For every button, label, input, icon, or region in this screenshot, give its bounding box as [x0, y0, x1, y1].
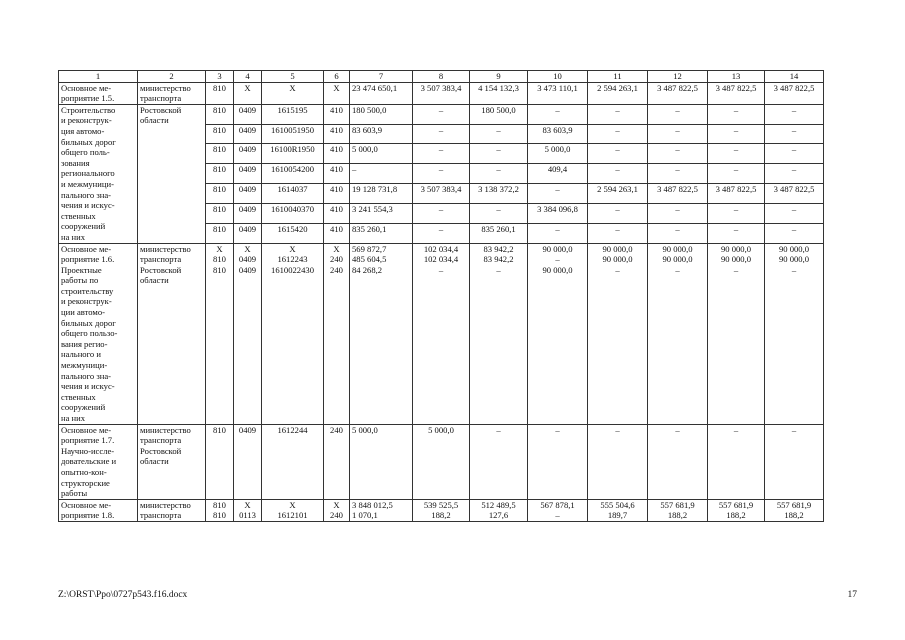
- cell-value: 102 034,4: [423, 243, 459, 254]
- cell-value: 810: [213, 424, 226, 435]
- table-cell: [588, 499, 648, 521]
- table-cell: [206, 243, 234, 424]
- text-line: Строительство: [61, 104, 116, 115]
- table-cell: [470, 424, 528, 499]
- table-cell: 0409: [234, 184, 262, 204]
- cell-value: X: [216, 243, 223, 254]
- table-cell: –: [413, 223, 470, 243]
- table-cell: 810: [206, 184, 234, 204]
- table-cell: 410: [324, 124, 350, 144]
- cell-value: 83 942,2: [483, 254, 514, 265]
- cell-value: –: [733, 424, 739, 435]
- table-cell: –: [765, 144, 824, 164]
- text-line: транспорта: [140, 93, 182, 104]
- cell-value: 240: [330, 264, 343, 275]
- measure-name-cell: [59, 243, 138, 424]
- table-cell: [234, 499, 262, 521]
- text-line: довательские и: [61, 456, 117, 467]
- table-cell: [234, 424, 262, 499]
- text-line: области: [140, 115, 169, 126]
- cell-value: 557 681,9: [776, 499, 812, 510]
- table-cell: 5 000,0: [350, 144, 413, 164]
- text-line: Научно-иссле-: [61, 445, 115, 456]
- text-line: и реконструк-: [61, 296, 112, 307]
- text-line: общего пользо-: [61, 328, 118, 339]
- table-cell: –: [528, 223, 588, 243]
- table-cell: 3 473 110,1: [528, 82, 588, 104]
- cell-value: 189,7: [607, 510, 628, 521]
- cell-value: –: [791, 424, 797, 435]
- table-cell: –: [588, 124, 648, 144]
- page-number: 17: [847, 590, 857, 600]
- table-cell: 1610054200: [262, 164, 324, 184]
- text-line: роприятие 1.7.: [61, 435, 115, 446]
- cell-value: –: [675, 424, 680, 435]
- text-line: роприятие 1.8.: [61, 510, 115, 521]
- text-line: области: [140, 275, 169, 286]
- text-line: транспорта: [140, 254, 182, 265]
- table-cell: [708, 243, 765, 424]
- table-cell: 810: [206, 144, 234, 164]
- cell-value: 83 942,2: [483, 243, 514, 254]
- table-cell: [765, 499, 824, 521]
- table-cell: –: [708, 124, 765, 144]
- organization-cell: [138, 499, 206, 521]
- table-cell: [324, 424, 350, 499]
- table-cell: 410: [324, 184, 350, 204]
- table-cell: [234, 243, 262, 424]
- cell-value: 567 878,1: [540, 499, 575, 510]
- cell-value: 1610022430: [271, 264, 314, 275]
- cell-value: 0409: [238, 264, 257, 275]
- text-line: министерство: [140, 243, 191, 254]
- organization-cell: [138, 243, 206, 424]
- cell-value: 555 504,6: [600, 499, 635, 510]
- table-cell: 3 384 096,8: [528, 203, 588, 223]
- table-cell: 835 260,1: [350, 223, 413, 243]
- organization-cell: [138, 424, 206, 499]
- table-cell: –: [648, 164, 708, 184]
- table-cell: –: [765, 223, 824, 243]
- text-line: работы: [61, 488, 88, 499]
- table-cell: –: [470, 144, 528, 164]
- text-line: Основное ме-: [61, 243, 112, 254]
- table-cell: 83 603,9: [350, 124, 413, 144]
- cell-value: –: [496, 424, 501, 435]
- column-number: 13: [708, 71, 765, 83]
- table-cell: 410: [324, 104, 350, 124]
- cell-value: 3 848 012,5: [352, 499, 393, 510]
- text-line: министерство: [140, 499, 191, 510]
- text-line: Проектные: [61, 264, 102, 275]
- column-number: 5: [262, 71, 324, 83]
- text-line: на них: [61, 413, 86, 423]
- text-line: Основное ме-: [61, 499, 112, 510]
- table-cell: X: [324, 82, 350, 104]
- text-line: строительству: [61, 285, 114, 296]
- cell-value: X: [289, 499, 296, 510]
- table-cell: [470, 499, 528, 521]
- table-cell: –: [470, 124, 528, 144]
- table-cell: 410: [324, 144, 350, 164]
- cell-value: 0409: [238, 254, 257, 265]
- table-cell: –: [708, 223, 765, 243]
- measure-name-cell: [59, 499, 138, 521]
- column-number: 6: [324, 71, 350, 83]
- column-number: 2: [138, 71, 206, 83]
- cell-value: 240: [330, 254, 343, 265]
- column-number: 12: [648, 71, 708, 83]
- cell-value: 90 000,0: [778, 243, 810, 254]
- table-cell: [413, 243, 470, 424]
- cell-value: X: [244, 243, 251, 254]
- text-line: ция автомо-: [61, 125, 105, 136]
- cell-value: 1612101: [277, 510, 308, 521]
- cell-value: 188,2: [784, 510, 804, 521]
- table-cell: [324, 499, 350, 521]
- table-cell: 0409: [234, 203, 262, 223]
- table-cell: [588, 424, 648, 499]
- cell-value: 1612244: [277, 424, 308, 435]
- column-number: 3: [206, 71, 234, 83]
- cell-value: 90 000,0: [720, 254, 752, 265]
- cell-value: –: [791, 264, 797, 275]
- table-cell: –: [588, 223, 648, 243]
- table-cell: [648, 243, 708, 424]
- table-cell: [765, 243, 824, 424]
- table-cell: –: [413, 203, 470, 223]
- table-cell: X: [262, 82, 324, 104]
- table-cell: [413, 424, 470, 499]
- table-cell: 1615420: [262, 223, 324, 243]
- header-row: [59, 71, 824, 83]
- cell-value: 90 000,0: [542, 243, 573, 254]
- table-cell: 16100R1950: [262, 144, 324, 164]
- text-line: нального и: [61, 349, 101, 360]
- text-line: пального зна-: [61, 189, 112, 200]
- table-row: [59, 243, 824, 424]
- table-cell: –: [350, 164, 413, 184]
- table-cell: [206, 499, 234, 521]
- cell-value: 84 268,2: [352, 264, 383, 275]
- cell-value: 557 681,9: [718, 499, 754, 510]
- cell-value: 188,2: [726, 510, 746, 521]
- table-cell: 810: [206, 203, 234, 223]
- table-cell: 1610051950: [262, 124, 324, 144]
- budget-table: [58, 70, 824, 522]
- measure-name-cell: [59, 424, 138, 499]
- text-line: чения и искус-: [61, 200, 115, 211]
- table-cell: [528, 243, 588, 424]
- table-cell: 3 507 383,4: [413, 82, 470, 104]
- cell-value: 90 000,0: [542, 264, 573, 275]
- cell-value: X: [333, 499, 340, 510]
- text-line: ции автомо-: [61, 307, 105, 318]
- table-cell: 3 487 822,5: [765, 184, 824, 204]
- table-cell: [324, 243, 350, 424]
- table-cell: 3 487 822,5: [648, 82, 708, 104]
- table-cell: –: [413, 164, 470, 184]
- text-line: роприятие 1.5.: [61, 93, 115, 104]
- cell-value: –: [615, 424, 620, 435]
- table-cell: 3 138 372,2: [470, 184, 528, 204]
- organization-cell: [138, 82, 206, 104]
- table-cell: 23 474 650,1: [350, 82, 413, 104]
- table-cell: 3 487 822,5: [648, 184, 708, 204]
- cell-value: –: [496, 264, 501, 275]
- text-line: Ростовской: [140, 445, 182, 456]
- document-path: Z:\ORST\Ppo\0727p543.f16.docx: [58, 590, 188, 600]
- table-cell: –: [588, 104, 648, 124]
- cell-value: –: [555, 424, 560, 435]
- table-cell: [528, 499, 588, 521]
- text-line: работы по: [61, 275, 99, 286]
- cell-value: 810: [213, 264, 226, 275]
- table-cell: [470, 243, 528, 424]
- table-cell: 3 487 822,5: [708, 184, 765, 204]
- cell-value: –: [733, 264, 739, 275]
- table-cell: –: [708, 104, 765, 124]
- column-number: 14: [765, 71, 824, 83]
- table-cell: 810: [206, 104, 234, 124]
- cell-value: 0409: [238, 424, 257, 435]
- table-cell: –: [470, 203, 528, 223]
- table-cell: –: [413, 104, 470, 124]
- table-cell: –: [765, 104, 824, 124]
- table-cell: 835 260,1: [470, 223, 528, 243]
- column-number: 4: [234, 71, 262, 83]
- cell-value: 485 604,5: [352, 254, 387, 265]
- measure-name-cell: [59, 104, 138, 243]
- text-line: пального зна-: [61, 370, 112, 381]
- organization-cell: [138, 104, 206, 243]
- table-cell: 180 500,0: [470, 104, 528, 124]
- text-line: структорские: [61, 477, 110, 488]
- text-line: на них: [61, 231, 86, 242]
- text-line: зования: [61, 157, 90, 168]
- cell-value: 569 872,7: [352, 243, 387, 254]
- table-cell: 1615195: [262, 104, 324, 124]
- table-cell: X: [234, 82, 262, 104]
- table-cell: 2 594 263,1: [588, 184, 648, 204]
- text-line: опытно-кон-: [61, 466, 107, 477]
- table-cell: [708, 499, 765, 521]
- table-cell: 3 487 822,5: [708, 82, 765, 104]
- table-cell: 410: [324, 223, 350, 243]
- table-cell: –: [588, 144, 648, 164]
- table-cell: –: [528, 184, 588, 204]
- cell-value: 90 000,0: [778, 254, 810, 265]
- table-cell: 3 507 383,4: [413, 184, 470, 204]
- text-line: чения и искус-: [61, 381, 115, 392]
- table-cell: –: [765, 164, 824, 184]
- table-cell: –: [648, 104, 708, 124]
- table-cell: 5 000,0: [528, 144, 588, 164]
- text-line: министерство: [140, 82, 191, 93]
- table-cell: 0409: [234, 104, 262, 124]
- text-line: роприятие 1.6.: [61, 254, 115, 265]
- text-line: сооружений: [61, 221, 106, 232]
- text-line: Основное ме-: [61, 82, 112, 93]
- cell-value: 188,2: [667, 510, 688, 521]
- table-cell: 810: [206, 164, 234, 184]
- cell-value: 810: [213, 510, 226, 521]
- text-line: бильных дорог: [61, 136, 116, 147]
- cell-value: 90 000,0: [720, 243, 752, 254]
- table-cell: 0409: [234, 144, 262, 164]
- cell-value: –: [555, 510, 560, 521]
- table-cell: –: [528, 104, 588, 124]
- cell-value: X: [244, 499, 251, 510]
- cell-value: 90 000,0: [602, 243, 633, 254]
- table-cell: –: [470, 164, 528, 184]
- text-line: транспорта: [140, 435, 182, 446]
- table-cell: [648, 424, 708, 499]
- cell-value: 90 000,0: [602, 254, 633, 265]
- column-number: 1: [59, 71, 138, 83]
- table-cell: 1610040370: [262, 203, 324, 223]
- cell-value: 810: [213, 499, 226, 510]
- column-number: 9: [470, 71, 528, 83]
- text-line: Основное ме-: [61, 424, 112, 435]
- table-cell: [765, 424, 824, 499]
- table-cell: 3 487 822,5: [765, 82, 824, 104]
- table-row: [59, 424, 824, 499]
- text-line: области: [140, 456, 169, 467]
- column-number: 11: [588, 71, 648, 83]
- table-cell: 83 603,9: [528, 124, 588, 144]
- table-cell: [350, 499, 413, 521]
- table-cell: –: [765, 124, 824, 144]
- table-cell: [206, 424, 234, 499]
- cell-value: 1612243: [277, 254, 308, 265]
- table-cell: 410: [324, 203, 350, 223]
- cell-value: 539 525,5: [423, 499, 459, 510]
- table-cell: 4 154 132,3: [470, 82, 528, 104]
- table-cell: –: [413, 144, 470, 164]
- table-cell: [350, 424, 413, 499]
- text-line: вания регио-: [61, 338, 108, 349]
- table-cell: 1614037: [262, 184, 324, 204]
- table-cell: [588, 243, 648, 424]
- text-line: ственных: [61, 210, 96, 221]
- text-line: ственных: [61, 391, 96, 402]
- cell-value: 240: [330, 510, 343, 521]
- table-cell: 810: [206, 223, 234, 243]
- column-number: 8: [413, 71, 470, 83]
- column-number: 7: [350, 71, 413, 83]
- cell-value: 188,2: [431, 510, 451, 521]
- table-cell: 810: [206, 82, 234, 104]
- table-cell: 3 241 554,3: [350, 203, 413, 223]
- table-cell: –: [588, 203, 648, 223]
- table-cell: 0409: [234, 124, 262, 144]
- table-cell: [262, 424, 324, 499]
- table-cell: –: [588, 164, 648, 184]
- table-cell: [528, 424, 588, 499]
- cell-value: X: [289, 243, 296, 254]
- cell-value: 1 070,1: [352, 510, 378, 521]
- table-row: [59, 499, 824, 521]
- table-cell: 0409: [234, 223, 262, 243]
- text-line: общего поль-: [61, 147, 110, 158]
- table-cell: –: [765, 203, 824, 223]
- table-cell: 2 594 263,1: [588, 82, 648, 104]
- cell-value: X: [333, 243, 340, 254]
- column-number: 10: [528, 71, 588, 83]
- table-cell: –: [648, 223, 708, 243]
- table-cell: [413, 499, 470, 521]
- cell-value: 90 000,0: [662, 254, 693, 265]
- table-cell: [708, 424, 765, 499]
- table-cell: 410: [324, 164, 350, 184]
- table-cell: [350, 243, 413, 424]
- cell-value: 240: [330, 424, 343, 435]
- cell-value: 512 489,5: [481, 499, 516, 510]
- table-row: [59, 82, 824, 104]
- table-cell: –: [708, 203, 765, 223]
- cell-value: 102 034,4: [423, 254, 459, 265]
- measure-name-cell: [59, 82, 138, 104]
- text-line: и межмуници-: [61, 178, 114, 189]
- cell-value: –: [438, 264, 444, 275]
- table-cell: 409,4: [528, 164, 588, 184]
- table-cell: –: [648, 144, 708, 164]
- cell-value: 0113: [239, 510, 256, 521]
- table-cell: 0409: [234, 164, 262, 184]
- text-line: транспорта: [140, 510, 182, 521]
- cell-value: –: [675, 264, 680, 275]
- cell-value: 127,6: [488, 510, 509, 521]
- cell-value: 90 000,0: [662, 243, 693, 254]
- cell-value: 5 000,0: [428, 424, 454, 435]
- table-cell: 19 128 731,8: [350, 184, 413, 204]
- text-line: бильных дорог: [61, 317, 116, 328]
- text-line: сооружений: [61, 402, 106, 413]
- cell-value: –: [615, 264, 620, 275]
- table-cell: –: [413, 124, 470, 144]
- table-row: [59, 104, 824, 124]
- table-cell: –: [708, 164, 765, 184]
- text-line: Ростовской: [140, 264, 182, 275]
- table-cell: 180 500,0: [350, 104, 413, 124]
- text-line: межмуници-: [61, 360, 108, 371]
- table-cell: [262, 499, 324, 521]
- table-cell: –: [648, 203, 708, 223]
- table-cell: [262, 243, 324, 424]
- table-cell: –: [708, 144, 765, 164]
- table-cell: 810: [206, 124, 234, 144]
- cell-value: 557 681,9: [660, 499, 695, 510]
- cell-value: –: [555, 254, 560, 265]
- table-cell: [648, 499, 708, 521]
- text-line: регионального: [61, 168, 115, 179]
- cell-value: 5 000,0: [352, 424, 378, 435]
- table-cell: –: [648, 124, 708, 144]
- cell-value: 810: [213, 254, 226, 265]
- text-line: и реконструк-: [61, 115, 112, 126]
- text-line: министерство: [140, 424, 191, 435]
- text-line: Ростовской: [140, 104, 182, 115]
